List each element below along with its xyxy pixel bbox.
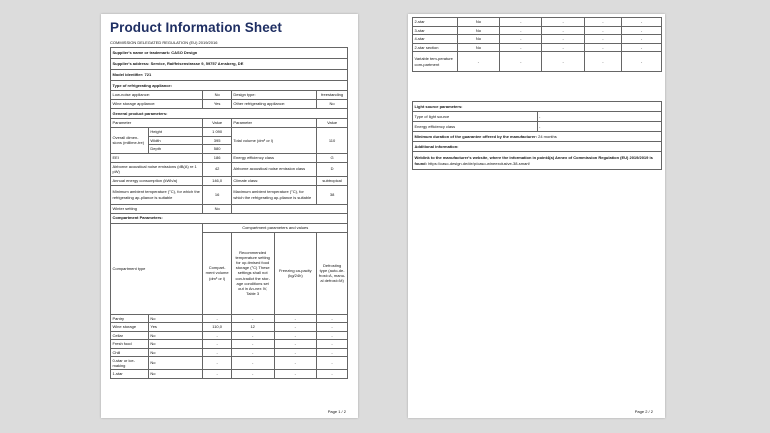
- overall-dimensions-label: Overall dimen-sions (millime-tre): [111, 128, 149, 154]
- compartment-present: No: [148, 357, 203, 370]
- noise-class-label: Airborne acoustical noise emission class: [231, 162, 316, 176]
- compartment-volume: -: [203, 370, 231, 379]
- compartment-name: 3-star: [413, 26, 458, 35]
- value-header-2: Value: [317, 119, 348, 128]
- page-2: [408, 14, 665, 418]
- noise-label: Airborne acoustical noise emissions (dB(A) re 1 pW): [111, 162, 203, 176]
- compartment-name: Pantry: [111, 314, 149, 323]
- compartment-freezing: -: [274, 340, 317, 349]
- total-volume-value: 110: [317, 128, 348, 154]
- other-appliance-label: Other refrigerating appliance:: [231, 100, 316, 109]
- compartment-defrost: -: [622, 52, 662, 72]
- winter-setting-label: Winter setting: [111, 204, 203, 213]
- min-temp-value: 16: [203, 185, 231, 204]
- compartment-present: No: [148, 348, 203, 357]
- compartment-defrost: -: [622, 35, 662, 44]
- page-number: Page 1 / 2: [327, 409, 346, 414]
- compartment-header: Compartment Parameters:: [111, 213, 348, 223]
- max-temp-value: 38: [317, 185, 348, 204]
- width-label: Width: [148, 136, 203, 145]
- compartment-temp: -: [542, 35, 584, 44]
- compartment-temp: -: [542, 43, 584, 52]
- compartment-name: Fresh food: [111, 340, 149, 349]
- compartment-name: Variable tem-perature com-partment: [413, 52, 458, 72]
- compartment-type-label: Compartment type: [111, 223, 203, 314]
- compartment-defrost: -: [317, 314, 348, 323]
- light-type-value: -: [537, 112, 662, 122]
- compartment-temp: -: [231, 331, 274, 340]
- page-number: Page 2 / 2: [634, 409, 653, 414]
- compartment-volume: 110,0: [203, 323, 231, 332]
- compartment-freezing: -: [584, 18, 621, 27]
- light-type-label: Type of light source: [413, 112, 538, 122]
- compartment-temp: -: [542, 18, 584, 27]
- compartment-continuation-table: [412, 17, 662, 72]
- height-label: Height: [148, 128, 203, 137]
- compartment-volume: -: [500, 26, 542, 35]
- compartment-defrost: -: [317, 323, 348, 332]
- compartment-freezing: -: [274, 348, 317, 357]
- compartment-row: [111, 340, 348, 349]
- compartment-temp: -: [231, 340, 274, 349]
- compartment-freezing: -: [274, 323, 317, 332]
- param-header-2: Parameter: [231, 119, 316, 128]
- compartment-defrost: -: [317, 370, 348, 379]
- light-class-label: Energy efficiency class: [413, 122, 538, 132]
- compartment-temp: -: [231, 357, 274, 370]
- compartment-name: Wine storage: [111, 323, 149, 332]
- annual-energy-value: 146,0: [203, 176, 231, 185]
- compartment-name: 2-star section: [413, 43, 458, 52]
- col-volume-header: Compart-ment volume (dm³ or l): [203, 232, 231, 314]
- climate-class-label: Climate class:: [231, 176, 316, 185]
- energy-class-value: G: [317, 153, 348, 162]
- compartment-defrost: -: [317, 357, 348, 370]
- energy-class-label: Energy efficiency class: [231, 153, 316, 162]
- height-value: 1 090: [203, 128, 231, 137]
- compartment-volume: -: [203, 348, 231, 357]
- light-source-table: [412, 101, 662, 170]
- max-temp-label: Maximum ambient temperature (°C), for which the refrigerating ap-pliance is suitable: [231, 185, 316, 204]
- supplier-name: Supplier's name or trademark: CASO Design: [111, 48, 348, 59]
- noise-class-value: D: [317, 162, 348, 176]
- compartment-freezing: -: [274, 314, 317, 323]
- compartment-group-header: Compartment parameters and values: [203, 223, 348, 232]
- compartment-volume: -: [500, 18, 542, 27]
- compartment-present: No: [148, 370, 203, 379]
- width-value: 395: [203, 136, 231, 145]
- depth-label: Depth: [148, 145, 203, 154]
- compartment-present: No: [148, 340, 203, 349]
- compartment-present: -: [457, 52, 499, 72]
- page-1: [101, 14, 358, 418]
- compartment-temp: 12: [231, 323, 274, 332]
- col-defrost-header: Defrosting type (auto-de-frost=A, manu-al defrost=M): [317, 232, 348, 314]
- compartment-volume: -: [203, 314, 231, 323]
- noise-value: 42: [203, 162, 231, 176]
- compartment-name: 2-star: [413, 18, 458, 27]
- annual-energy-label: Annual energy consumption (kWh/a): [111, 176, 203, 185]
- compartment-row: [111, 357, 348, 370]
- compartment-row: [111, 348, 348, 357]
- compartment-temp: -: [542, 52, 584, 72]
- compartment-present: No: [148, 314, 203, 323]
- low-noise-label: Low-noise appliance:: [111, 91, 203, 100]
- compartment-row: [413, 18, 662, 27]
- guarantee-value: 24 months: [538, 133, 557, 139]
- compartment-present: Yes: [148, 323, 203, 332]
- compartment-freezing: -: [584, 26, 621, 35]
- compartment-temp: -: [231, 370, 274, 379]
- low-noise-value: No: [203, 91, 231, 100]
- model-identifier: Model identifier: 721: [111, 70, 348, 81]
- weblink-text: Weblink to the manufacturer's website, where the information in point4(a) Annex of Commission Regulation (EU) 2019/2019 is found:: [414, 155, 653, 166]
- compartment-volume: -: [500, 43, 542, 52]
- compartment-freezing: -: [584, 35, 621, 44]
- depth-value: 580: [203, 145, 231, 154]
- compartment-row: [111, 323, 348, 332]
- min-temp-label: Minimum ambient temperature (°C), for which the refrigerating ap-pliance is suitable: [111, 185, 203, 204]
- compartment-temp: -: [231, 314, 274, 323]
- compartment-present: No: [148, 331, 203, 340]
- value-header: Value: [203, 119, 231, 128]
- compartment-row: [413, 43, 662, 52]
- compartment-defrost: -: [317, 331, 348, 340]
- light-class-value: -: [537, 122, 662, 132]
- col-temp-header: Recommended temperature setting for op-timised food storage (°C) These settings shall not con-tradict the stor-age conditions set out in An-nex IV, Table 3: [231, 232, 274, 314]
- product-info-table: [110, 47, 348, 379]
- other-appliance-value: No: [317, 100, 348, 109]
- compartment-present: No: [457, 43, 499, 52]
- compartment-row: [413, 35, 662, 44]
- guarantee-label: Minimum duration of the guarantee offered by the manufacturer:: [414, 133, 537, 139]
- compartment-name: 4-star: [413, 35, 458, 44]
- compartment-defrost: -: [317, 348, 348, 357]
- compartment-present: No: [457, 18, 499, 27]
- compartment-name: 0-star or ice-making: [111, 357, 149, 370]
- compartment-defrost: -: [317, 340, 348, 349]
- compartment-name: 1-star: [111, 370, 149, 379]
- compartment-defrost: -: [622, 18, 662, 27]
- compartment-row: [413, 26, 662, 35]
- eei-label: EEI: [111, 153, 203, 162]
- supplier-address: Supplier's address: Service, Raiffeisenstrasse 9, 59757 Arnsberg, DE: [111, 59, 348, 70]
- compartment-row: [111, 370, 348, 379]
- regulation-reference: COMMISSION DELEGATED REGULATION (EU) 2019/2016: [110, 40, 218, 45]
- compartment-freezing: -: [274, 357, 317, 370]
- type-header: Type of refrigerating appliance:: [111, 81, 348, 91]
- design-type-label: Design type:: [231, 91, 316, 100]
- general-header: General product parameters:: [111, 109, 348, 119]
- page-title: Product Information Sheet: [110, 20, 283, 35]
- compartment-row: [413, 52, 662, 72]
- compartment-volume: -: [203, 331, 231, 340]
- wine-storage-label: Wine storage appliance:: [111, 100, 203, 109]
- compartment-volume: -: [500, 52, 542, 72]
- compartment-row: [111, 331, 348, 340]
- eei-value: 186: [203, 153, 231, 162]
- compartment-name: Cellar: [111, 331, 149, 340]
- compartment-defrost: -: [622, 26, 662, 35]
- design-type-value: freestanding: [317, 91, 348, 100]
- total-volume-label: Total volume (dm³ or l): [231, 128, 316, 154]
- compartment-volume: -: [203, 357, 231, 370]
- compartment-row: [111, 314, 348, 323]
- compartment-temp: -: [542, 26, 584, 35]
- light-header: Light source parameters:: [413, 102, 662, 112]
- compartment-volume: -: [203, 340, 231, 349]
- param-header: Parameter: [111, 119, 203, 128]
- weblink-url[interactable]: https://caso-design.de/de/p/caso-wineexclusive-38-smart/: [428, 160, 530, 166]
- compartment-freezing: -: [584, 52, 621, 72]
- winter-setting-value: No: [203, 204, 231, 213]
- col-freezing-header: Freezing ca-pacity (kg/24h): [274, 232, 317, 314]
- compartment-present: No: [457, 26, 499, 35]
- wine-storage-value: Yes: [203, 100, 231, 109]
- compartment-freezing: -: [274, 370, 317, 379]
- compartment-freezing: -: [584, 43, 621, 52]
- compartment-freezing: -: [274, 331, 317, 340]
- compartment-volume: -: [500, 35, 542, 44]
- compartment-name: Chill: [111, 348, 149, 357]
- compartment-present: No: [457, 35, 499, 44]
- additional-header: Additional information:: [413, 142, 662, 152]
- compartment-defrost: -: [622, 43, 662, 52]
- climate-class-value: subtropical: [317, 176, 348, 185]
- compartment-temp: -: [231, 348, 274, 357]
